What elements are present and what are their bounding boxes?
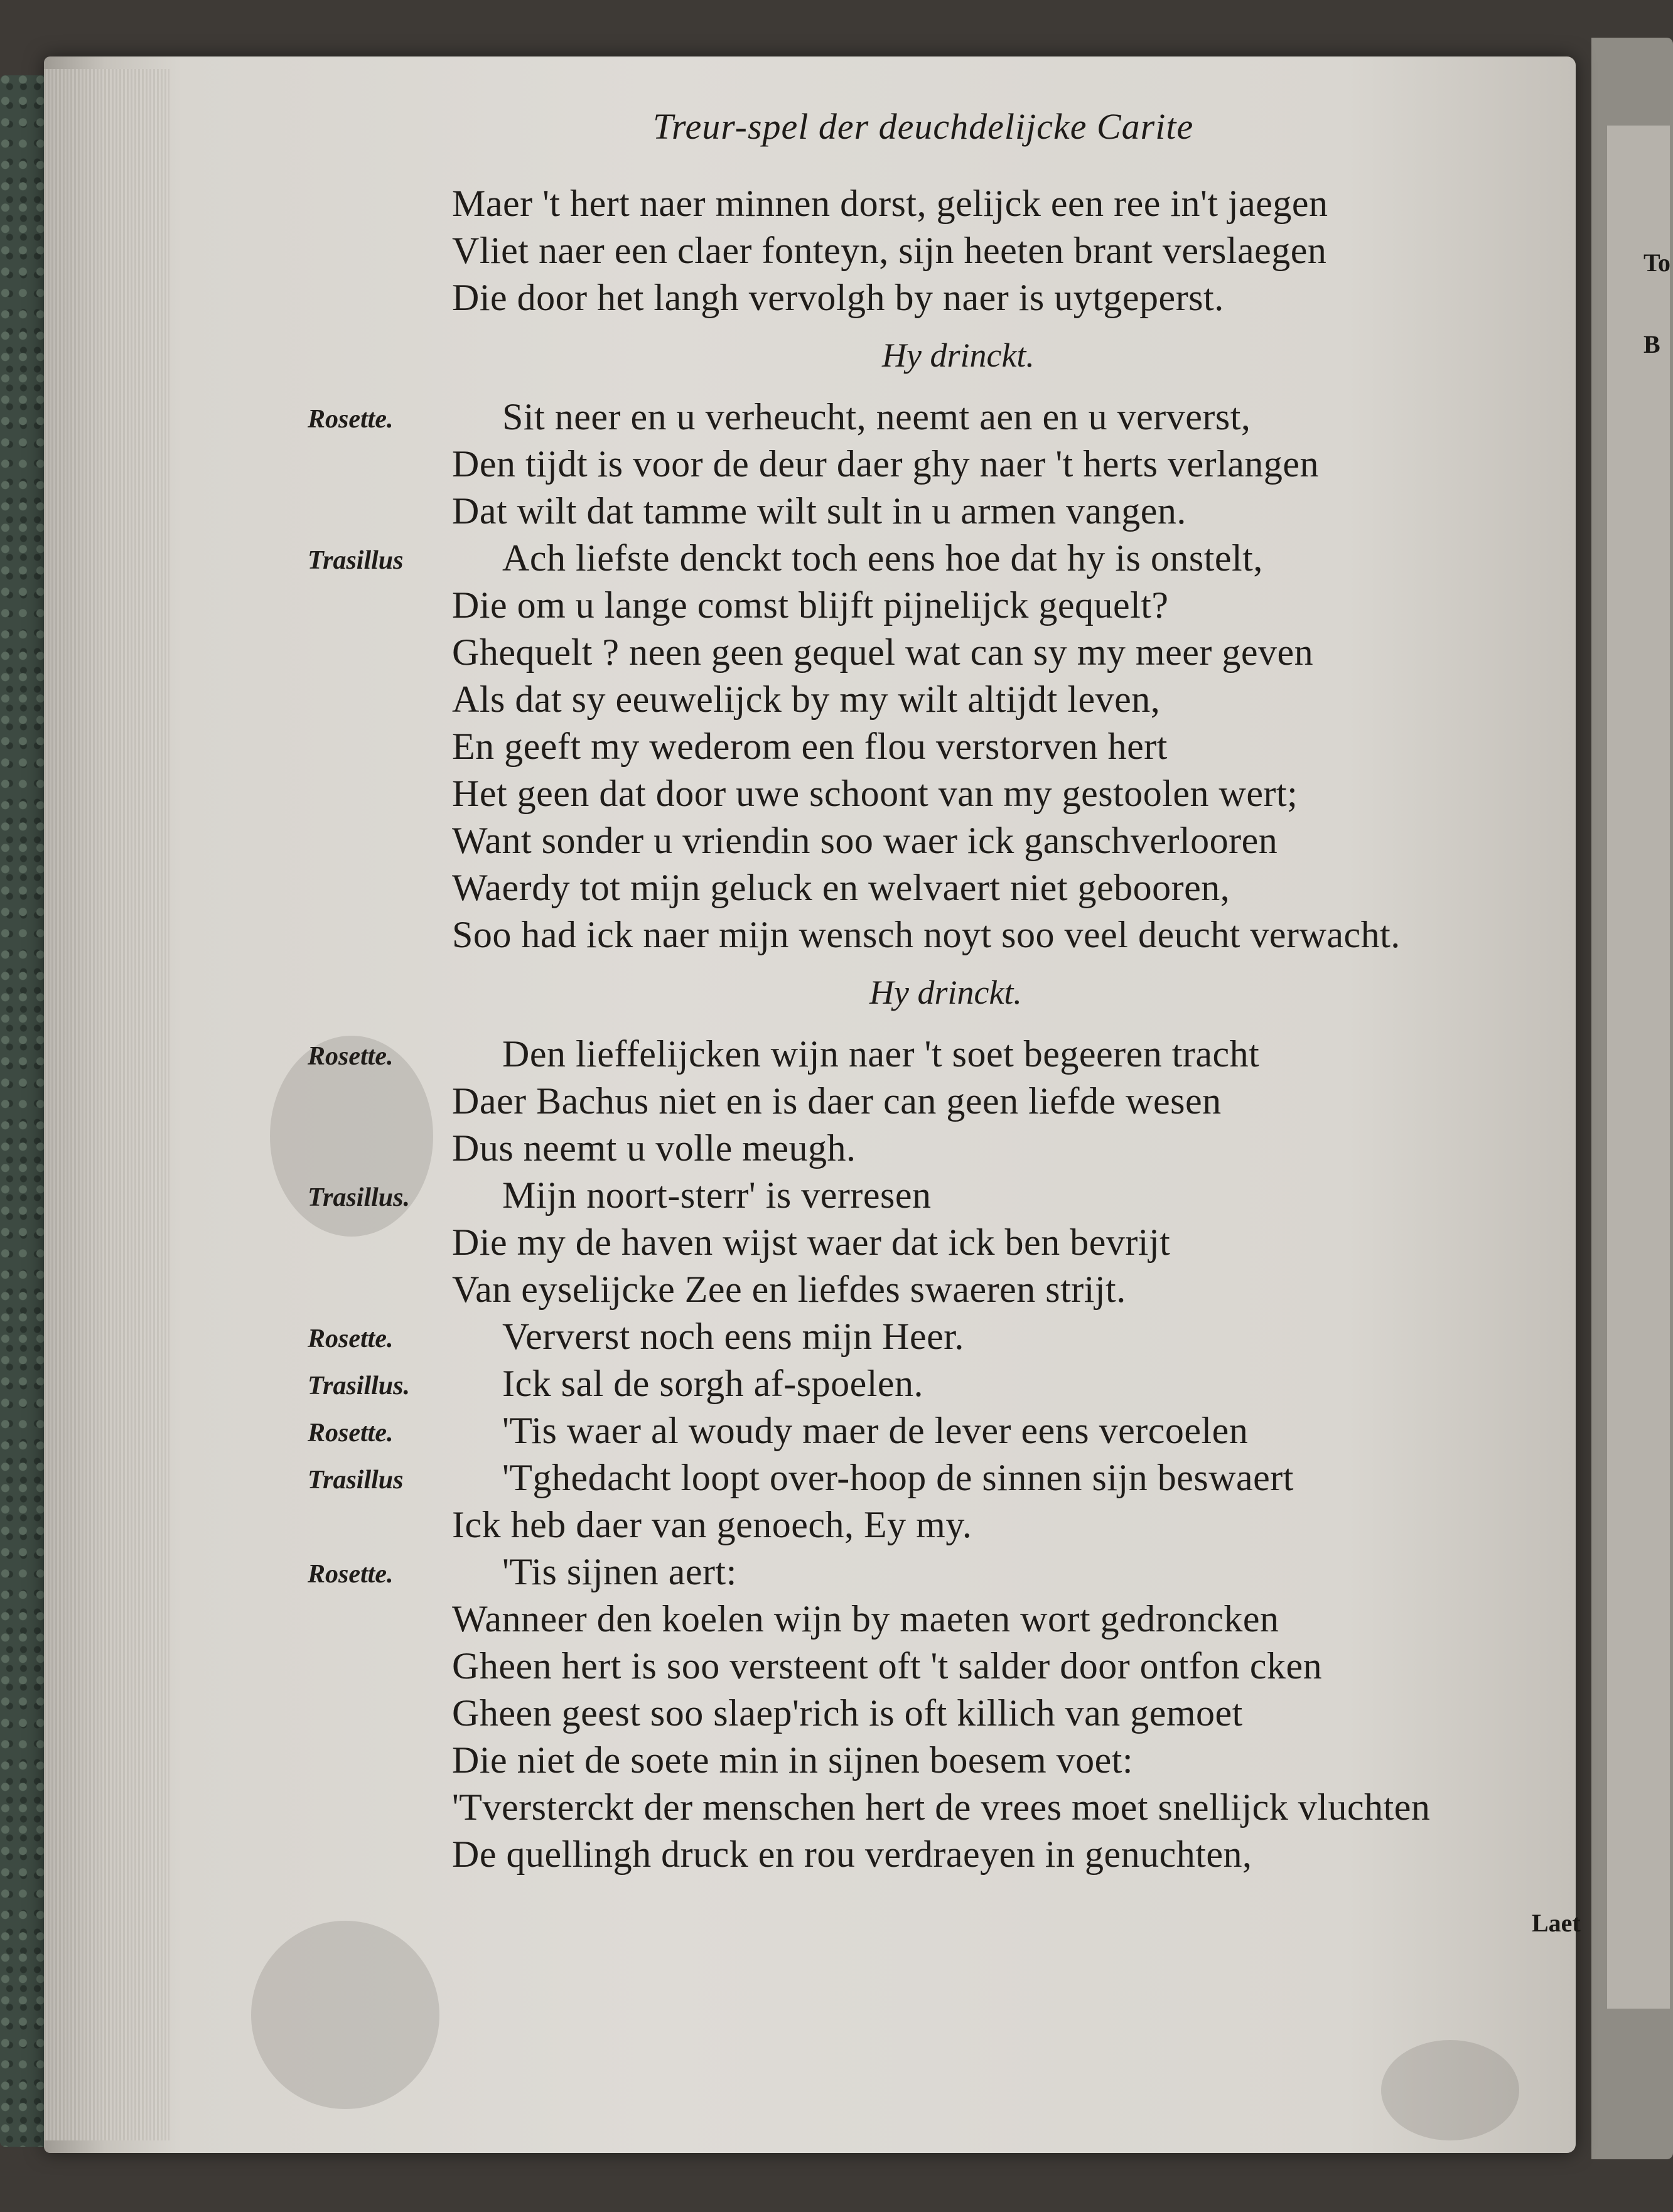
verse-line: Ick heb daer van genoech, Ey my.: [452, 1504, 972, 1545]
verse-line: Die niet de soete min in sijnen boesem voet:: [452, 1739, 1134, 1781]
verse-line: Als dat sy eeuwelijck by my wilt altijdt leven,: [452, 679, 1161, 720]
verse-line: 'Tghedacht loopt over-hoop de sinnen sijn beswaert: [502, 1457, 1294, 1498]
speaker-name: Trasillus: [308, 546, 404, 575]
verse-line: 'Tis sijnen aert:: [502, 1551, 737, 1592]
verse-line: Sit neer en u verheucht, neemt aen en u ververst,: [502, 396, 1251, 438]
speaker-name: Trasillus: [308, 1466, 404, 1495]
speaker-name: Rosette.: [308, 405, 394, 434]
facing-page-letter: B: [1643, 330, 1660, 358]
verse-line: Ach liefste denckt toch eens hoe dat hy is onstelt,: [502, 537, 1263, 579]
verse-line: 'Tis waer al woudy maer de lever eens vercoelen: [502, 1410, 1249, 1451]
running-title: Treur-spel der deuchdelijcke Carite: [653, 106, 1194, 147]
verse-line: Van eyselijcke Zee en liefdes swaeren strijt.: [452, 1269, 1126, 1310]
verse-line: Die my de haven wijst waer dat ick ben bevrijt: [452, 1221, 1171, 1263]
verse-line: Vliet naer een claer fonteyn, sijn heeten brant verslaegen: [452, 230, 1327, 271]
stain: [1381, 2040, 1519, 2140]
verse-line: En geeft my wederom een flou verstorven hert: [452, 726, 1168, 767]
speaker-name: Rosette.: [308, 1560, 394, 1589]
speaker-name: Trasillus.: [308, 1183, 410, 1212]
verse-line: Het geen dat door uwe schoont van my gestoolen wert;: [452, 773, 1298, 814]
speaker-name: Rosette.: [308, 1042, 394, 1071]
verse-line: Den lieffelijcken wijn naer 't soet begeeren tracht: [502, 1033, 1260, 1075]
speaker-name: Trasillus.: [308, 1372, 410, 1400]
verse-line: Dus neemt u volle meugh.: [452, 1127, 856, 1169]
stage-direction: Hy drinckt.: [869, 974, 1022, 1011]
speaker-name: Rosette.: [308, 1324, 394, 1353]
verse-line: Ghequelt ? neen geen gequel wat can sy my meer geven: [452, 631, 1314, 673]
verse-line: Gheen hert is soo versteent oft 't salder door ontfon cken: [452, 1645, 1323, 1687]
catchword: Laet: [1532, 1909, 1581, 1937]
stage-direction: Hy drinckt.: [882, 336, 1035, 374]
speaker-name: Rosette.: [308, 1419, 394, 1447]
verse-line: Gheen geest soo slaep'rich is oft killich van gemoet: [452, 1692, 1243, 1734]
verse-line: Want sonder u vriendin soo waer ick ganschverlooren: [452, 820, 1278, 861]
verse-line: Wanneer den koelen wijn by maeten wort gedroncken: [452, 1598, 1279, 1640]
facing-page-edge: [1607, 126, 1670, 2009]
verse-line: Den tijdt is voor de deur daer ghy naer 't herts verlangen: [452, 443, 1320, 485]
verse-line: Waerdy tot mijn geluck en welvaert niet gebooren,: [452, 867, 1230, 908]
verse-line: Dat wilt dat tamme wilt sult in u armen vangen.: [452, 490, 1186, 532]
verse-line: Die door het langh vervolgh by naer is uytgeperst.: [452, 277, 1224, 318]
stain: [251, 1921, 439, 2109]
verse-line: Soo had ick naer mijn wensch noyt soo veel deucht verwacht.: [452, 914, 1401, 955]
verse-line: Ick sal de sorgh af-spoelen.: [502, 1363, 924, 1404]
facing-page-letter: To: [1643, 249, 1671, 277]
verse-line: Die om u lange comst blijft pijnelijck gequelt?: [452, 584, 1169, 626]
verse-line: De quellingh druck en rou verdraeyen in genuchten,: [452, 1833, 1252, 1875]
verse-line: 'Tversterckt der menschen hert de vrees moet snellijck vluchten: [452, 1786, 1431, 1828]
page-fore-edges: [44, 69, 169, 2140]
verse-line: Maer 't hert naer minnen dorst, gelijck een ree in't jaegen: [452, 183, 1328, 224]
verse-line: Daer Bachus niet en is daer can geen liefde wesen: [452, 1080, 1222, 1122]
verse-line: Mijn noort-sterr' is verresen: [502, 1174, 932, 1216]
verse-line: Ververst noch eens mijn Heer.: [502, 1316, 964, 1357]
